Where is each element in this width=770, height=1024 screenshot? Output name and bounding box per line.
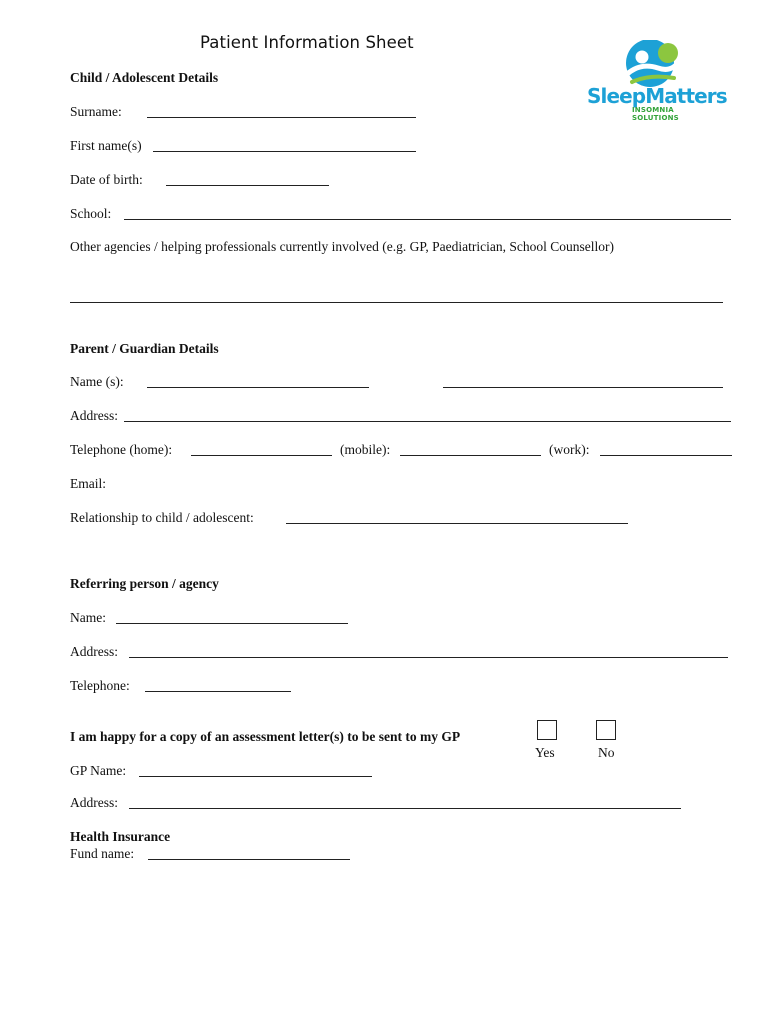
tel-work-label: (work):	[549, 442, 590, 457]
parent-name-label: Name (s):	[70, 374, 124, 389]
tel-mobile-label: (mobile):	[340, 442, 391, 457]
tel-home-field[interactable]	[191, 455, 332, 456]
surname-label: Surname:	[70, 104, 122, 119]
parent-name-field-2[interactable]	[443, 387, 723, 388]
referrer-address-label: Address:	[70, 644, 118, 659]
logo-green-circle	[658, 43, 678, 63]
tel-work-field[interactable]	[600, 455, 732, 456]
insurance-section-heading: Health Insurance	[70, 829, 171, 844]
first-name-label: First name(s)	[70, 138, 142, 153]
page-title: Patient Information Sheet	[200, 33, 414, 52]
gp-name-label: GP Name:	[70, 763, 127, 778]
email-label: Email:	[70, 476, 106, 491]
referrer-address-field[interactable]	[129, 657, 728, 658]
referrer-name-field[interactable]	[116, 623, 348, 624]
school-label: School:	[70, 206, 112, 221]
agencies-field[interactable]	[70, 302, 723, 303]
parent-address-field[interactable]	[124, 421, 731, 422]
referrer-name-label: Name:	[70, 610, 106, 625]
relationship-field[interactable]	[286, 523, 628, 524]
agencies-label: Other agencies / helping professionals currently involved (e.g. GP, Paediatrician, School Counsellor)	[70, 239, 614, 254]
fund-name-label: Fund name:	[70, 846, 135, 861]
relationship-label: Relationship to child / adolescent:	[70, 510, 254, 525]
school-field[interactable]	[124, 219, 731, 220]
dob-label: Date of birth:	[70, 172, 143, 187]
parent-name-field-1[interactable]	[147, 387, 369, 388]
tel-mobile-field[interactable]	[400, 455, 541, 456]
sleepmatters-logo	[580, 40, 727, 122]
gp-address-field[interactable]	[129, 808, 681, 809]
tel-home-label: Telephone (home):	[70, 442, 173, 457]
parent-section-heading: Parent / Guardian Details	[70, 341, 219, 356]
consent-no-checkbox[interactable]	[596, 720, 616, 740]
logo-wordmark: SleepMatters	[587, 84, 727, 108]
parent-address-label: Address:	[70, 408, 118, 423]
child-section-heading: Child / Adolescent Details	[70, 70, 219, 85]
first-name-field[interactable]	[153, 151, 416, 152]
dob-field[interactable]	[166, 185, 329, 186]
referrer-section-heading: Referring person / agency	[70, 576, 219, 591]
gp-consent-statement: I am happy for a copy of an assessment letter(s) to be sent to my GP	[70, 729, 461, 744]
consent-no-label: No	[598, 745, 615, 760]
gp-name-field[interactable]	[139, 776, 372, 777]
consent-yes-label: Yes	[535, 745, 555, 760]
logo-figure-icon	[580, 40, 720, 90]
referrer-telephone-field[interactable]	[145, 691, 291, 692]
logo-tagline: INSOMNIA SOLUTIONS	[632, 106, 679, 122]
gp-address-label: Address:	[70, 795, 118, 810]
fund-name-field[interactable]	[148, 859, 350, 860]
logo-head	[636, 51, 649, 64]
referrer-telephone-label: Telephone:	[70, 678, 130, 693]
consent-yes-checkbox[interactable]	[537, 720, 557, 740]
surname-field[interactable]	[147, 117, 416, 118]
